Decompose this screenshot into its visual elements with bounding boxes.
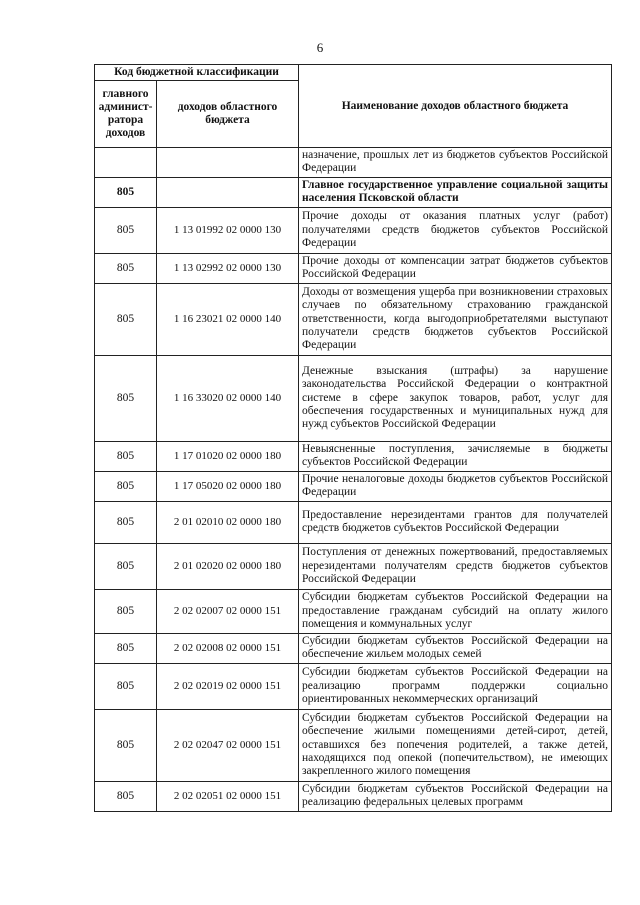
income-code-cell: 2 01 02010 02 0000 180	[157, 501, 299, 543]
table-row	[95, 207, 612, 253]
table-row	[95, 355, 612, 441]
table-row	[95, 501, 612, 543]
admin-code-cell: 805	[95, 589, 157, 633]
income-description-cell: Субсидии бюджетам субъектов Российской Федерации на предоставление гражданам субсидий на оплату жилого помещения и коммунальных услуг	[299, 589, 612, 633]
income-code-cell: 1 17 05020 02 0000 180	[157, 471, 299, 501]
admin-code-cell: 805	[95, 633, 157, 663]
table-body	[95, 148, 612, 811]
income-code-cell: 2 02 02007 02 0000 151	[157, 589, 299, 633]
income-description-cell: Денежные взыскания (штрафы) за нарушение законодательства Российской Федерации о контрактной системе в сфере закупок товаров, работ, услуг для обеспечения государственных и муниципальных нужд для нужд субъектов Российской Федерации	[299, 355, 612, 441]
income-description-cell: Невыясненные поступления, зачисляемые в бюджеты субъектов Российской Федерации	[299, 441, 612, 471]
income-code-cell: 2 02 02008 02 0000 151	[157, 633, 299, 663]
table-row	[95, 253, 612, 283]
income-code-cell: 2 01 02020 02 0000 180	[157, 543, 299, 589]
page-number: 6	[316, 40, 324, 55]
table-row	[95, 283, 612, 355]
table-row	[95, 441, 612, 471]
income-description-cell: Прочие неналоговые доходы бюджетов субъектов Российской Федерации	[299, 471, 612, 501]
admin-code-cell: 805	[95, 177, 157, 207]
table-header	[95, 65, 612, 148]
income-code-cell: 1 13 02992 02 0000 130	[157, 253, 299, 283]
header-regional-income: доходов областного бюджета	[157, 81, 299, 148]
income-code-cell: 1 16 23021 02 0000 140	[157, 283, 299, 355]
income-description-cell: Предоставление нерезидентами грантов для получателей средств бюджетов субъектов Российской Федерации	[299, 501, 612, 543]
admin-code-cell: 805	[95, 663, 157, 709]
header-budget-classification-code: Код бюджетной классификации	[95, 65, 299, 81]
income-description-cell: Субсидии бюджетам субъектов Российской Федерации на реализацию программ поддержки социально ориентированных некоммерческих организаций	[299, 663, 612, 709]
income-code-cell: 2 02 02047 02 0000 151	[157, 709, 299, 781]
income-code-cell: 1 16 33020 02 0000 140	[157, 355, 299, 441]
table-row	[95, 663, 612, 709]
admin-code-cell	[95, 148, 157, 177]
income-description-cell: Прочие доходы от оказания платных услуг (работ) получателями средств бюджетов субъектов Российской Федерации	[299, 207, 612, 253]
admin-code-cell: 805	[95, 207, 157, 253]
admin-code-cell: 805	[95, 471, 157, 501]
table-row	[95, 589, 612, 633]
income-description-cell: Поступления от денежных пожертвований, предоставляемых нерезидентами получателям средств бюджетов субъектов Российской Федерации	[299, 543, 612, 589]
income-description-cell: Субсидии бюджетам субъектов Российской Федерации на реализацию федеральных целевых программ	[299, 781, 612, 811]
income-description-cell: Субсидии бюджетам субъектов Российской Федерации на обеспечение жильем молодых семей	[299, 633, 612, 663]
income-description-cell: Прочие доходы от компенсации затрат бюджетов субъектов Российской Федерации	[299, 253, 612, 283]
admin-code-cell: 805	[95, 543, 157, 589]
organization-row	[95, 177, 612, 207]
header-main-administrator: главного админист-ратора доходов	[95, 81, 157, 148]
budget-classification-table	[94, 64, 612, 812]
admin-code-cell: 805	[95, 253, 157, 283]
income-description-cell: Доходы от возмещения ущерба при возникновении страховых случаев по обязательному страхованию гражданской ответственности, когда выгодоприобретателями выступают получатели средств бюджетов субъектов Российской Федерации	[299, 283, 612, 355]
income-code-cell: 2 02 02019 02 0000 151	[157, 663, 299, 709]
admin-code-cell: 805	[95, 441, 157, 471]
admin-code-cell: 805	[95, 781, 157, 811]
table-row	[95, 781, 612, 811]
table-row	[95, 471, 612, 501]
admin-code-cell: 805	[95, 709, 157, 781]
income-code-cell	[157, 148, 299, 177]
income-description-cell: назначение, прошлых лет из бюджетов субъектов Российской Федерации	[299, 148, 612, 177]
income-description-cell: Главное государственное управление социальной защиты населения Псковской области	[299, 177, 612, 207]
header-income-name: Наименование доходов областного бюджета	[299, 65, 612, 148]
income-code-cell	[157, 177, 299, 207]
table-row	[95, 543, 612, 589]
admin-code-cell: 805	[95, 283, 157, 355]
income-code-cell: 1 13 01992 02 0000 130	[157, 207, 299, 253]
income-description-cell: Субсидии бюджетам субъектов Российской Федерации на обеспечение жилыми помещениями детей-сирот, детей, оставшихся без попечения родителей, а также детей, находящихся под опекой (попечительством), не имеющих закрепленного жилого помещения	[299, 709, 612, 781]
admin-code-cell: 805	[95, 501, 157, 543]
income-code-cell: 1 17 01020 02 0000 180	[157, 441, 299, 471]
income-code-cell: 2 02 02051 02 0000 151	[157, 781, 299, 811]
table-row	[95, 709, 612, 781]
table-row	[95, 633, 612, 663]
table-row	[95, 148, 612, 177]
admin-code-cell: 805	[95, 355, 157, 441]
